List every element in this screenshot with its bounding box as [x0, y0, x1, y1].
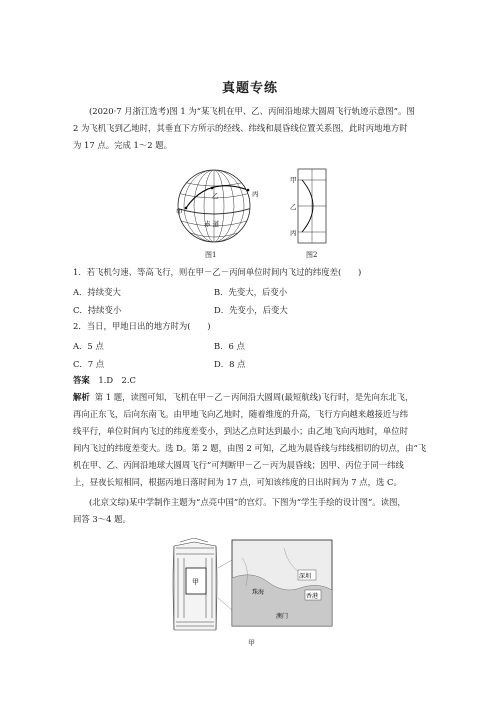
fig1-label-yi: 乙 [212, 192, 219, 200]
answer-label: 答案 [73, 375, 90, 385]
intro2-line: (北京文综)某中学制作主题为“点亮中国”的宫灯。下图为“学生手绘的设计图”。读图， [89, 497, 406, 507]
fig1-label-bing: 丙 [252, 190, 259, 198]
figure3-lantern-map [172, 538, 334, 634]
analysis-line: 间内飞过的纬度差变大。选 D。第 2 题，由图 2 可知，乙地为晨昏线与纬线相切的切点，由“飞 [73, 443, 427, 453]
analysis-line: 上，昼夜长短相同，根据丙地日落时间为 17 点，可知该纬度的日出时间为 7 点，选 C。 [73, 477, 402, 487]
figure1-caption: 图1 [205, 251, 217, 259]
question2-stem: 2．当日，甲地日出的地方时为( ) [73, 321, 211, 331]
fig3-label-macau: 澳门 [276, 613, 289, 620]
intro-line: 2 为飞机飞到乙地时，其垂直下方所示的经线、纬线和晨昏线位置关系图，此时丙地地方时 [73, 123, 408, 133]
q2-option-b: B．6 点 [214, 341, 245, 351]
page-title: 真题专练 [221, 81, 278, 96]
analysis-line: 再向正东飞，后向东南飞。由甲地飞向乙地时，随着维度的升高，飞行方向越来越接近与纬 [73, 409, 408, 419]
figure3-caption: 甲 [248, 639, 255, 647]
q1-option-b: B．先变大，后变小 [214, 287, 288, 297]
intro-paragraph [73, 103, 429, 154]
q2-option-a: A．5 点 [73, 341, 104, 351]
analysis-line: 线平行，单位时间内飞过的纬度差变小，到达乙点时达到最小；由乙地飞向丙地时，单位时 [73, 426, 408, 436]
fig3-label-zhuhai: 珠海 [252, 589, 265, 596]
figure1-globe [168, 166, 268, 244]
q1-option-c: C．持续变小 [73, 305, 122, 315]
analysis-line [73, 389, 429, 406]
question1-stem: 1．若飞机匀速、等高飞行，则在甲－乙－丙间单位时间内飞过的纬度差( ) [73, 267, 362, 277]
fig3-label-hongkong: 香港 [306, 593, 319, 600]
fig1-label-jia: 甲 [176, 208, 183, 216]
intro-line: (2020·7 月浙江选考)图 1 为“某飞机在甲、乙、丙间沿地球大圆周飞行轨迹示意图”。图 [89, 106, 415, 116]
figure2-caption: 图2 [306, 251, 318, 259]
analysis-text: 第 1 题，读图可知，飞机在甲－乙－丙间沿大圆周(最短航线)飞行时，是先向东北飞， [94, 392, 414, 402]
fig2-label-yi: 乙 [290, 203, 297, 211]
fig2-label-bing: 丙 [290, 229, 297, 237]
answer-text: 1.D 2.C [98, 375, 136, 385]
figure2-diagram [290, 166, 334, 246]
analysis-label: 解析 [73, 392, 90, 402]
answer-line [73, 372, 136, 389]
fig3-label-shenzhen: 深圳 [299, 573, 312, 580]
fig3-label-jia: 甲 [192, 578, 199, 586]
analysis-line: 机在甲、乙、丙间沿地球大圆周飞行”可判断甲－乙－丙为晨昏线；因甲、丙位于同一纬线 [73, 460, 404, 470]
fig1-label-equator: 赤 道 [204, 220, 220, 228]
q1-option-d: D．先变小，后变大 [214, 305, 288, 315]
analysis-paragraph [73, 389, 429, 491]
q2-option-d: D．8 点 [214, 359, 246, 369]
q1-option-a: A．持续变大 [73, 287, 121, 297]
fig2-label-jia: 甲 [290, 176, 297, 184]
q2-option-c: C．7 点 [73, 359, 105, 369]
intro2-line: 回答 3～4 题。 [73, 514, 131, 524]
intro-line: 为 17 点。完成 1～2 题。 [73, 140, 172, 150]
intro2-paragraph [73, 494, 429, 528]
